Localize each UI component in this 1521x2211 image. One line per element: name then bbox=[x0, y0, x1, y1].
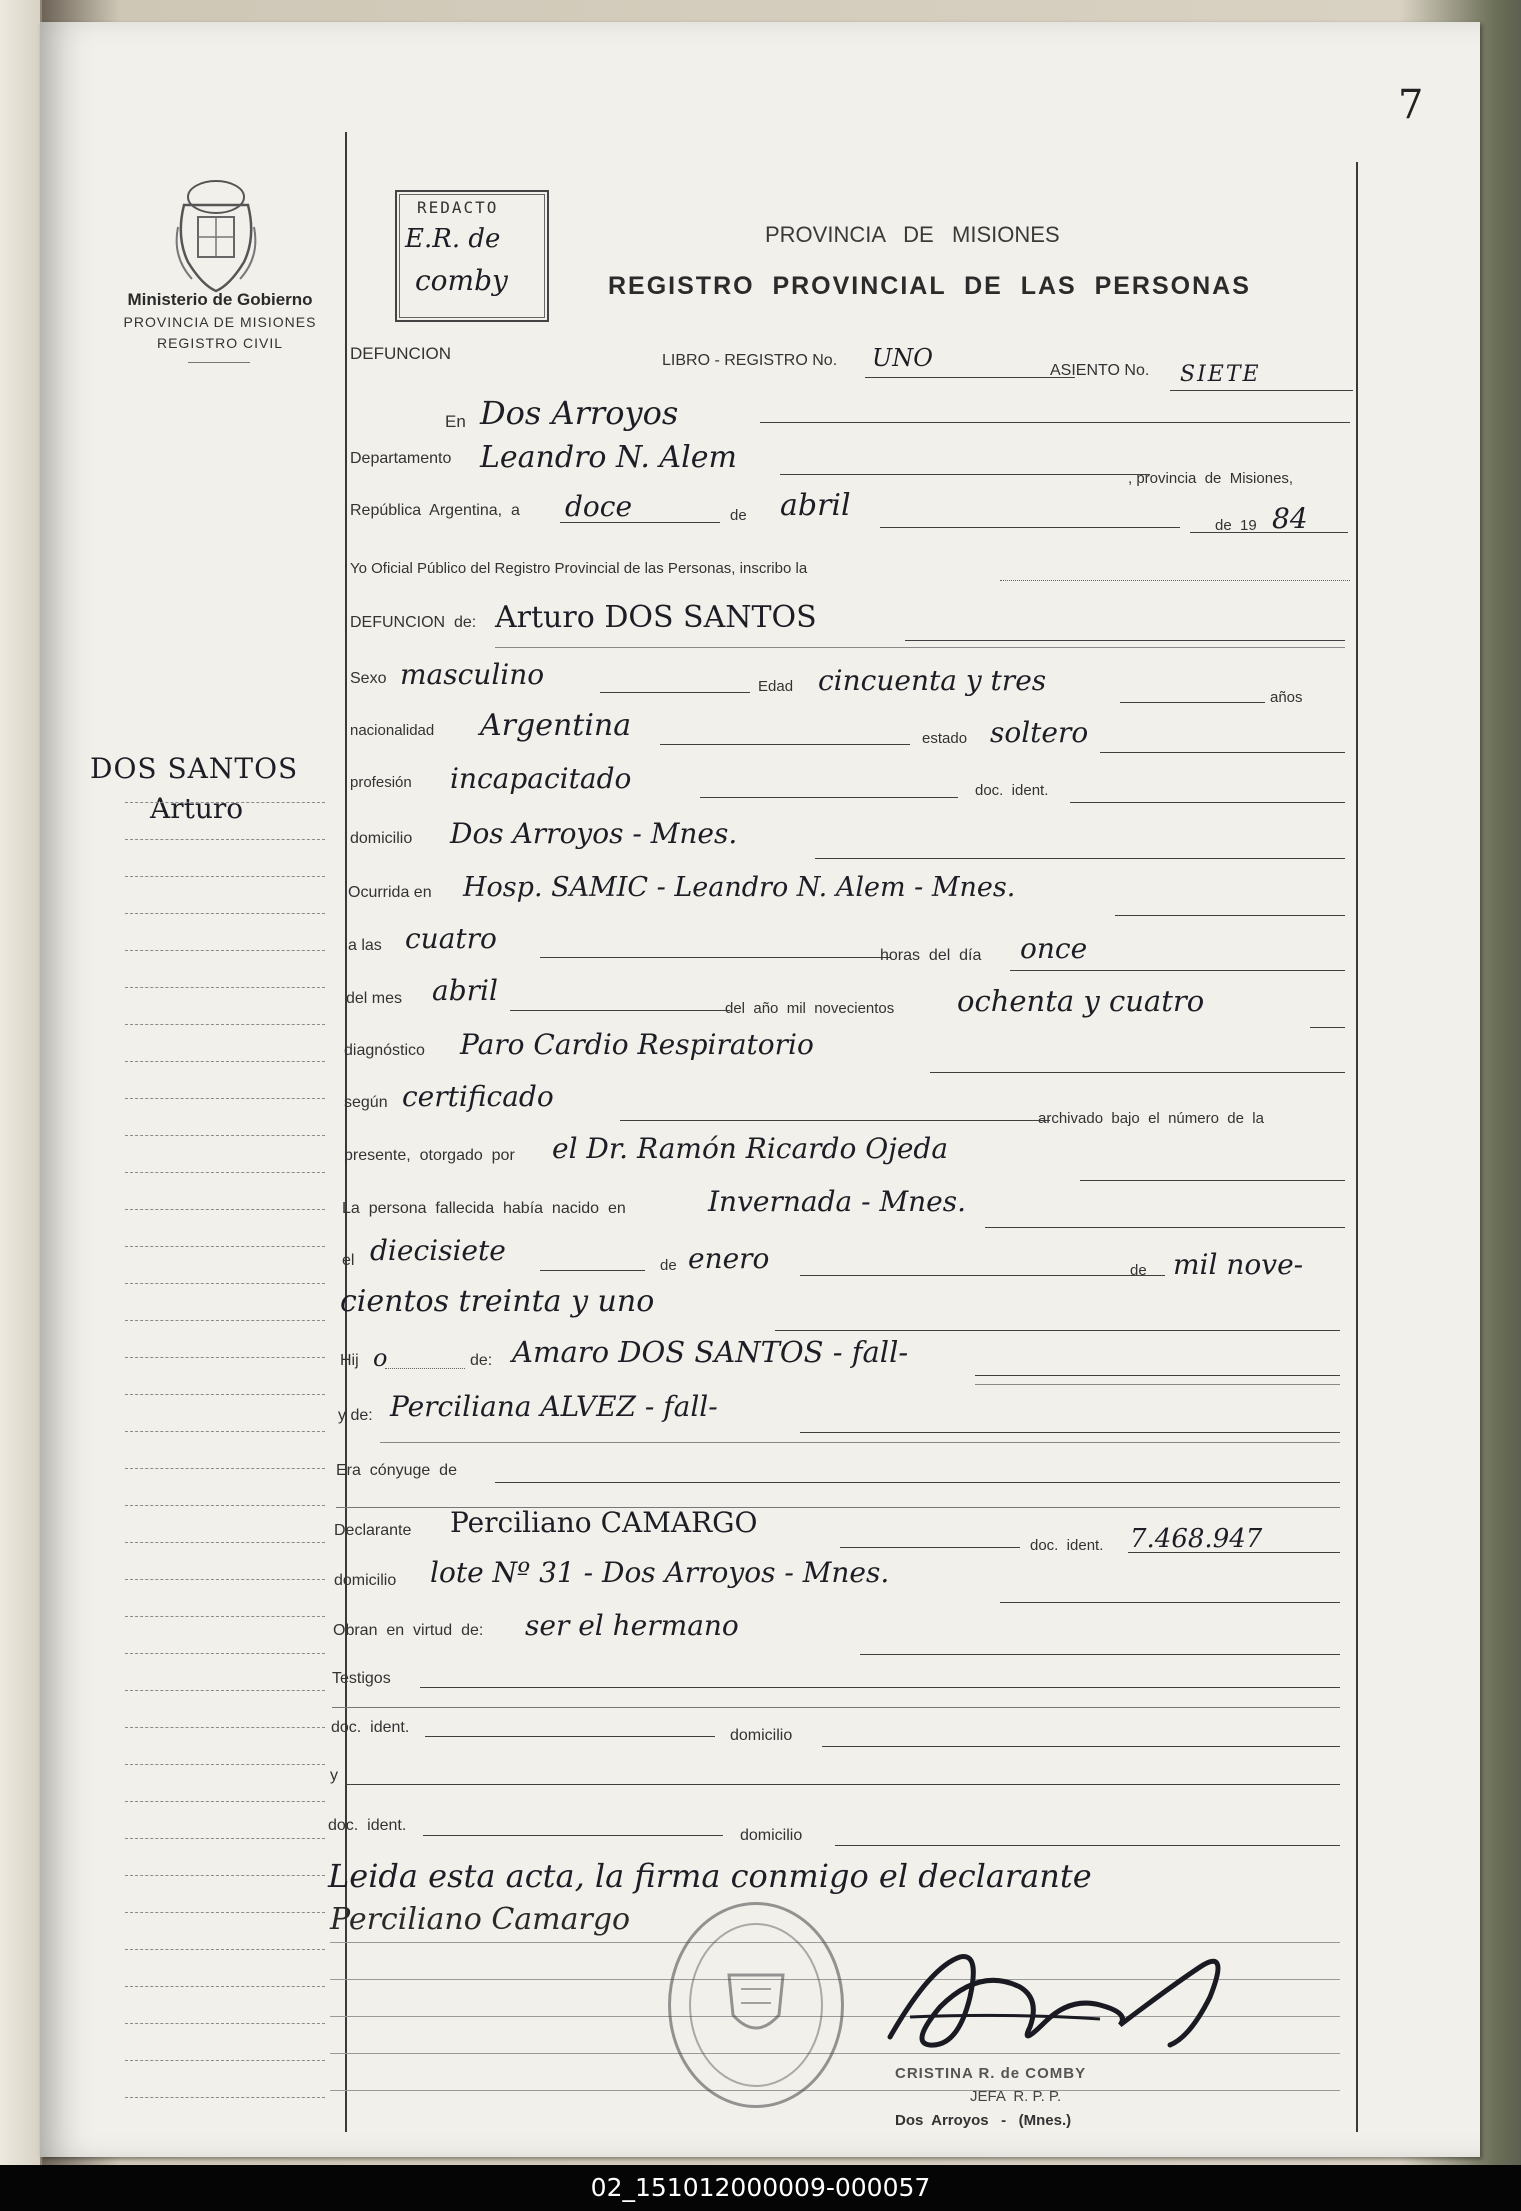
margin-rule-line bbox=[125, 1542, 325, 1543]
obran-value: ser el hermano bbox=[525, 1609, 739, 1642]
nacido-ano-line bbox=[775, 1330, 1340, 1331]
seal-crest-icon bbox=[719, 1965, 793, 2045]
closing-line-2: Perciliano Camargo bbox=[330, 1902, 631, 1937]
archivado-label: archivado bajo el número de la bbox=[1038, 1110, 1264, 1127]
en-label: En bbox=[445, 412, 466, 431]
departamento-line bbox=[780, 474, 1150, 475]
nacido-ano-1-value: mil nove- bbox=[1173, 1248, 1304, 1281]
margin-rule-line bbox=[125, 1209, 325, 1210]
padre-line-2 bbox=[975, 1384, 1340, 1385]
crest-icon bbox=[168, 167, 264, 297]
departamento-label: Departamento bbox=[350, 450, 452, 467]
image-id-footer bbox=[0, 2165, 1521, 2211]
sexo-line bbox=[600, 692, 750, 693]
diagnostico-line bbox=[930, 1072, 1345, 1073]
nacido-dia-value: diecisiete bbox=[370, 1234, 506, 1267]
segun-line bbox=[620, 1120, 1050, 1121]
del-ano-label: del año mil novecientos bbox=[725, 1000, 895, 1017]
declarante-domicilio-value: lote Nº 31 - Dos Arroyos - Mnes. bbox=[430, 1556, 890, 1589]
nombre-line bbox=[905, 640, 1345, 641]
margin-rule-line bbox=[125, 1579, 325, 1580]
edad-line bbox=[1120, 702, 1265, 703]
page-number: 7 bbox=[1398, 82, 1424, 128]
anos-label: años bbox=[1270, 689, 1303, 706]
margin-rule-line bbox=[125, 1468, 325, 1469]
libro-value: UNO bbox=[872, 344, 933, 372]
segun-label: según bbox=[344, 1094, 388, 1111]
diagnostico-label: diagnóstico bbox=[344, 1042, 425, 1059]
dia-fallecimiento-line bbox=[1010, 970, 1345, 971]
redacto-stamp bbox=[395, 190, 549, 322]
hora-value: cuatro bbox=[405, 922, 497, 955]
margin-rule-line bbox=[125, 1172, 325, 1173]
horas-label: horas del día bbox=[880, 947, 982, 964]
margin-rule-line bbox=[125, 950, 325, 951]
margin-rule-line bbox=[125, 1283, 325, 1284]
nacionalidad-value: Argentina bbox=[480, 708, 632, 743]
margin-rule-line bbox=[125, 1727, 325, 1728]
margin-rule-line bbox=[125, 2097, 325, 2098]
domicilio-2-label: domicilio bbox=[334, 1572, 397, 1589]
dia-line bbox=[560, 522, 720, 523]
libro-line bbox=[865, 377, 1075, 378]
segun-value: certificado bbox=[402, 1080, 554, 1113]
asiento-label: ASIENTO No. bbox=[1050, 362, 1150, 379]
margin-rule-line bbox=[125, 1061, 325, 1062]
margin-rule-line bbox=[125, 1320, 325, 1321]
lugar-value: Dos Arroyos bbox=[480, 394, 679, 432]
mes-fallecimiento-line bbox=[510, 1010, 730, 1011]
margin-rule-line bbox=[125, 1912, 325, 1913]
nacido-mes-value: enero bbox=[688, 1242, 770, 1275]
madre-line bbox=[800, 1432, 1340, 1433]
margin-rule-line bbox=[125, 876, 325, 877]
domicilio-line bbox=[815, 858, 1345, 859]
defuncion-de-label: DEFUNCION de: bbox=[350, 614, 477, 631]
domicilio-4-line bbox=[835, 1845, 1340, 1846]
libro-label: LIBRO - REGISTRO No. bbox=[662, 352, 838, 369]
domicilio-3-label: domicilio bbox=[730, 1727, 793, 1744]
profesion-label: profesión bbox=[350, 774, 412, 791]
margin-rule-line bbox=[125, 1838, 325, 1839]
ocurrida-value: Hosp. SAMIC - Leandro N. Alem - Mnes. bbox=[463, 872, 1016, 903]
hora-line bbox=[540, 957, 890, 958]
ministry-rule bbox=[188, 362, 250, 363]
ano-fallecimiento-line bbox=[1310, 1027, 1345, 1028]
conyuge-label: Era cónyuge de bbox=[336, 1462, 457, 1479]
nacido-en-value: Invernada - Mnes. bbox=[708, 1185, 967, 1218]
margin-rule-line bbox=[125, 1690, 325, 1691]
estado-value: soltero bbox=[990, 716, 1089, 749]
sexo-label: Sexo bbox=[350, 670, 387, 687]
closing-line-1: Leida esta acta, la firma conmigo el declarante bbox=[328, 1857, 1092, 1895]
margin-rule-line bbox=[125, 1357, 325, 1358]
mes-fallecimiento-value: abril bbox=[432, 974, 498, 1007]
ministry-registry: REGISTRO CIVIL bbox=[156, 335, 284, 351]
margin-rule-line bbox=[125, 1764, 325, 1765]
nacionalidad-line bbox=[660, 744, 910, 745]
obran-label: Obran en virtud de: bbox=[333, 1622, 484, 1639]
closing-rule-line bbox=[330, 2090, 1340, 2091]
dia-value: doce bbox=[565, 490, 633, 523]
official-name: CRISTINA R. de COMBY bbox=[895, 2065, 1087, 2082]
ocurrida-line bbox=[1115, 915, 1345, 916]
margin-rule-line bbox=[125, 1024, 325, 1025]
margin-rule-line bbox=[125, 2060, 325, 2061]
doc-ident-4-label: doc. ident. bbox=[328, 1817, 407, 1834]
edad-label: Edad bbox=[758, 678, 794, 695]
margin-rule-line bbox=[125, 913, 325, 914]
doc-ident-4-line bbox=[423, 1835, 723, 1836]
right-frame-line bbox=[1356, 162, 1358, 2132]
nacionalidad-label: nacionalidad bbox=[350, 722, 435, 739]
mes-value: abril bbox=[780, 488, 851, 523]
domicilio-label: domicilio bbox=[350, 830, 413, 847]
obran-line bbox=[860, 1654, 1340, 1655]
estado-label: estado bbox=[922, 730, 968, 747]
margin-rule-line bbox=[125, 1394, 325, 1395]
margin-rule-line bbox=[125, 1098, 325, 1099]
de-label: de bbox=[730, 507, 747, 524]
redacto-hand-2: comby bbox=[415, 264, 508, 297]
departamento-value: Leandro N. Alem bbox=[480, 440, 737, 475]
declarante-doc-line bbox=[1128, 1552, 1340, 1553]
nombre-value: Arturo DOS SANTOS bbox=[495, 600, 817, 635]
nombre-line-2 bbox=[495, 647, 1345, 648]
del-mes-label: del mes bbox=[346, 990, 403, 1007]
register-page bbox=[40, 22, 1480, 2157]
image-id: 02_151012000009-000057 bbox=[590, 2173, 931, 2202]
doc-ident-line bbox=[1070, 802, 1345, 803]
margin-rule-line bbox=[125, 1949, 325, 1950]
margin-rule-line bbox=[125, 1986, 325, 1987]
oficial-line bbox=[1000, 580, 1350, 581]
domicilio-4-label: domicilio bbox=[740, 1827, 803, 1844]
margin-rule-line bbox=[125, 1246, 325, 1247]
madre-value: Perciliana ALVEZ - fall- bbox=[390, 1390, 718, 1423]
declarante-value: Perciliano CAMARGO bbox=[450, 1506, 758, 1539]
doc-ident-3-line bbox=[425, 1736, 715, 1737]
de-colon-label: de: bbox=[470, 1352, 493, 1369]
margin-rule-line bbox=[125, 987, 325, 988]
margin-rule-line bbox=[125, 2023, 325, 2024]
asiento-value: SIETE bbox=[1180, 362, 1261, 387]
official-title: JEFA R. P. P. bbox=[970, 2088, 1062, 2105]
testigos-line-2 bbox=[332, 1707, 1340, 1708]
margin-rule-line bbox=[125, 1653, 325, 1654]
de-2-label: de bbox=[660, 1257, 677, 1274]
margin-given-name: Arturo bbox=[150, 792, 244, 825]
profesion-line bbox=[700, 797, 958, 798]
y-de-label: y de: bbox=[338, 1407, 373, 1424]
hij-suffix-value: o bbox=[373, 1344, 388, 1372]
otorgado-line bbox=[1080, 1180, 1345, 1181]
redacto-label: REDACTO bbox=[417, 198, 499, 217]
dia-fallecimiento-value: once bbox=[1020, 932, 1088, 965]
estado-line bbox=[1100, 752, 1345, 753]
registry-title: REGISTRO PROVINCIAL DE LAS PERSONAS bbox=[608, 272, 1251, 300]
doc-ident-label: doc. ident. bbox=[975, 782, 1049, 799]
padre-value: Amaro DOS SANTOS - fall- bbox=[512, 1335, 909, 1369]
mes-line bbox=[880, 527, 1180, 528]
nacido-dia-line bbox=[540, 1270, 645, 1271]
sexo-value: masculino bbox=[400, 658, 545, 691]
a-las-label: a las bbox=[348, 937, 382, 954]
margin-rule-line bbox=[125, 802, 325, 803]
diagnostico-value: Paro Cardio Respiratorio bbox=[460, 1028, 814, 1061]
declarante-label: Declarante bbox=[334, 1522, 412, 1539]
lugar-line bbox=[760, 422, 1350, 423]
nacido-ano-2-value: cientos treinta y uno bbox=[340, 1284, 655, 1319]
ocurrida-label: Ocurrida en bbox=[348, 884, 432, 901]
presente-label: presente, otorgado por bbox=[344, 1147, 515, 1164]
persona-nacido-label: La persona fallecida había nacido en bbox=[342, 1200, 626, 1217]
de-19-label: de 19 bbox=[1215, 517, 1257, 534]
declarante-domicilio-line bbox=[1000, 1602, 1340, 1603]
padre-line bbox=[975, 1375, 1340, 1376]
official-place: Dos Arroyos - (Mnes.) bbox=[895, 2112, 1072, 2129]
nacido-en-line bbox=[985, 1227, 1345, 1228]
provincia-label: , provincia de Misiones, bbox=[1128, 470, 1294, 487]
de-3-label: de bbox=[1130, 1262, 1147, 1279]
madre-line-2 bbox=[380, 1442, 1340, 1443]
margin-rule-line bbox=[125, 1505, 325, 1506]
oficial-label: Yo Oficial Público del Registro Provincial de las Personas, inscribo la bbox=[350, 560, 808, 577]
ano-line bbox=[1190, 532, 1348, 533]
testigos-label: Testigos bbox=[332, 1670, 391, 1687]
left-page-edge bbox=[0, 0, 42, 2165]
ministry-title: Ministerio de Gobierno bbox=[127, 290, 313, 309]
hij-label: Hij bbox=[340, 1352, 359, 1369]
domicilio-3-line bbox=[822, 1746, 1340, 1747]
defuncion-label: DEFUNCION bbox=[350, 344, 452, 363]
nacido-mes-line bbox=[800, 1275, 1165, 1276]
otorgado-por-value: el Dr. Ramón Ricardo Ojeda bbox=[552, 1132, 949, 1165]
domicilio-value: Dos Arroyos - Mnes. bbox=[450, 817, 738, 850]
conyuge-line bbox=[495, 1482, 1340, 1483]
margin-rule-line bbox=[125, 1616, 325, 1617]
profesion-value: incapacitado bbox=[450, 762, 632, 795]
doc-ident-2-label: doc. ident. bbox=[1030, 1537, 1104, 1554]
margin-surname: DOS SANTOS bbox=[90, 752, 299, 785]
margin-rule-line bbox=[125, 839, 325, 840]
hij-dotline bbox=[385, 1368, 465, 1369]
province-title: PROVINCIA DE MISIONES bbox=[765, 222, 1060, 247]
redacto-hand-1: E.R. de bbox=[405, 224, 501, 254]
el-label: el bbox=[342, 1252, 355, 1269]
official-signature bbox=[870, 1927, 1290, 2067]
y-line bbox=[345, 1784, 1340, 1785]
asiento-line bbox=[1170, 390, 1353, 391]
margin-rule-line bbox=[125, 1875, 325, 1876]
ano-fallecimiento-value: ochenta y cuatro bbox=[957, 984, 1205, 1018]
republica-label: República Argentina, a bbox=[350, 502, 520, 519]
y-label: y bbox=[330, 1767, 338, 1784]
declarante-doc-value: 7.468.947 bbox=[1130, 1524, 1263, 1554]
margin-rule-line bbox=[125, 1135, 325, 1136]
ministry-province: PROVINCIA DE MISIONES bbox=[123, 314, 317, 330]
declarante-line bbox=[840, 1547, 1020, 1548]
edad-value: cincuenta y tres bbox=[818, 664, 1047, 697]
margin-rule-line bbox=[125, 1431, 325, 1432]
testigos-line bbox=[420, 1687, 1340, 1688]
registry-seal bbox=[668, 1902, 844, 2108]
ano-value: 84 bbox=[1272, 502, 1308, 535]
margin-rule-line bbox=[125, 1801, 325, 1802]
doc-ident-3-label: doc. ident. bbox=[331, 1719, 410, 1736]
